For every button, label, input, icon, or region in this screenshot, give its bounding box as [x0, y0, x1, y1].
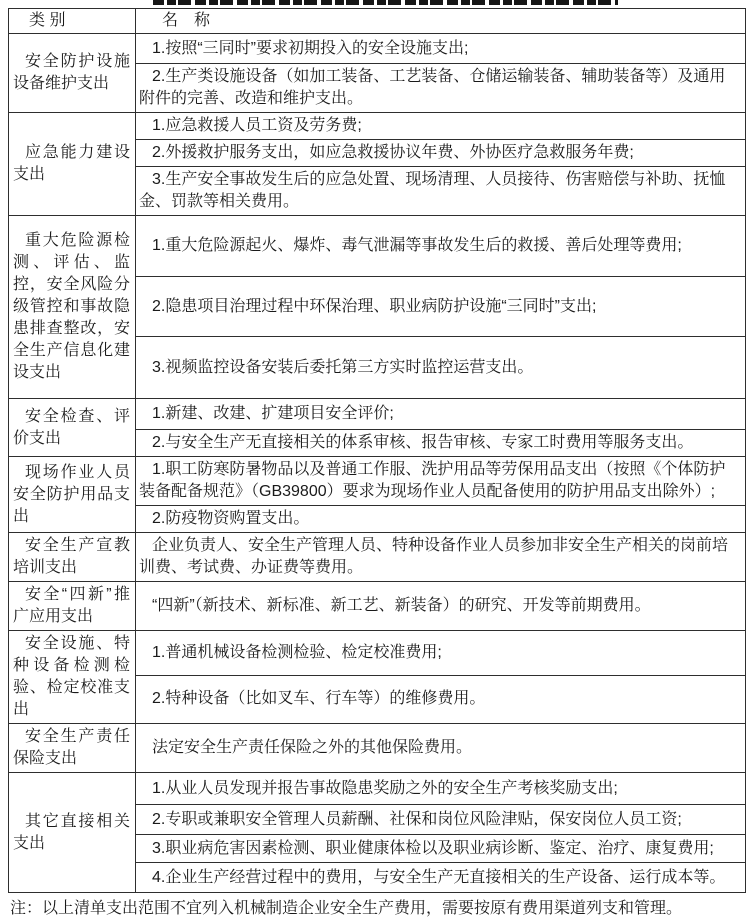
- item-cell: 1.普通机械设备检测检验、检定校准费用;: [136, 631, 746, 676]
- item-cell: 1.重大危险源起火、爆炸、毒气泄漏等事故发生后的救援、善后处理等费用;: [136, 216, 746, 277]
- table-row: [9, 631, 746, 676]
- category-cell: 应急能力建设支出: [9, 113, 136, 216]
- table-header-row: [9, 9, 746, 34]
- category-cell: 安全防护设施设备维护支出: [9, 34, 136, 113]
- item-cell: 3.视频监控设备安装后委托第三方实时监控运营支出。: [136, 337, 746, 399]
- item-cell: 2.防疫物资购置支出。: [136, 506, 746, 533]
- table-row: [9, 113, 746, 140]
- item-cell: 1.应急救援人员工资及劳务费;: [136, 113, 746, 140]
- item-cell: 2.与安全生产无直接相关的体系审核、报告审核、专家工时费用等服务支出。: [136, 430, 746, 457]
- table-row: [9, 582, 746, 631]
- table-row: [9, 34, 746, 64]
- footnote: 注：以上清单支出范围不宜列入机械制造企业安全生产费用，需要按原有费用渠道列支和管理。: [10, 900, 683, 917]
- category-cell: 安全“四新”推广应用支出: [9, 582, 136, 631]
- clipped-title-fragment: [153, 0, 618, 5]
- category-cell: 安全生产责任保险支出: [9, 724, 136, 773]
- category-cell: 安全生产宣教培训支出: [9, 533, 136, 582]
- table-row: [9, 399, 746, 430]
- item-cell: 2.隐患项目治理过程中环保治理、职业病防护设施“三同时”支出;: [136, 277, 746, 337]
- category-cell: 安全检查、评价支出: [9, 399, 136, 457]
- table-row: [9, 724, 746, 773]
- column-header-name: 名 称: [136, 9, 746, 34]
- item-cell: 1.新建、改建、扩建项目安全评价;: [136, 399, 746, 430]
- item-cell: 1.从业人员发现并报告事故隐患奖励之外的安全生产考核奖励支出;: [136, 773, 746, 805]
- item-cell: 2.专职或兼职安全管理人员薪酬、社保和岗位风险津贴，保安岗位人员工资;: [136, 805, 746, 835]
- expense-table: [8, 8, 746, 893]
- table-row: [9, 533, 746, 582]
- item-cell: 2.外援救护服务支出，如应急救援协议年费、外协医疗急救服务年费;: [136, 140, 746, 167]
- table-row: [9, 457, 746, 506]
- item-cell: 法定安全生产责任保险之外的其他保险费用。: [136, 724, 746, 773]
- table-row: [9, 773, 746, 805]
- item-cell: 3.职业病危害因素检测、职业健康体检以及职业病诊断、鉴定、治疗、康复费用;: [136, 835, 746, 863]
- category-cell: 现场作业人员安全防护用品支出: [9, 457, 136, 533]
- column-header-category: 类 别: [9, 9, 136, 34]
- category-cell: 安全设施、特种设备检测检验、检定校准支出: [9, 631, 136, 724]
- item-cell: 4.企业生产经营过程中的费用，与安全生产无直接相关的生产设备、运行成本等。: [136, 863, 746, 893]
- item-cell: 2.生产类设施设备（如加工装备、工艺装备、仓储运输装备、辅助装备等）及通用附件的完善、改造和维护支出。: [136, 64, 746, 113]
- table-row: [9, 216, 746, 277]
- item-cell: 3.生产安全事故发生后的应急处置、现场清理、人员接待、伤害赔偿与补助、抚恤金、罚款等相关费用。: [136, 167, 746, 216]
- item-cell: “四新”（新技术、新标准、新工艺、新装备）的研究、开发等前期费用。: [136, 582, 746, 631]
- category-cell: 其它直接相关支出: [9, 773, 136, 893]
- item-cell: 1.按照“三同时”要求初期投入的安全设施支出;: [136, 34, 746, 64]
- item-cell: 1.职工防寒防暑物品以及普通工作服、洗护用品等劳保用品支出（按照《个体防护装备配备规范》（GB39800）要求为现场作业人员配备使用的防护用品支出除外）;: [136, 457, 746, 506]
- item-cell: 企业负责人、安全生产管理人员、特种设备作业人员参加非安全生产相关的岗前培训费、考试费、办证费等费用。: [136, 533, 746, 582]
- item-cell: 2.特种设备（比如叉车、行车等）的维修费用。: [136, 675, 746, 723]
- category-cell: 重大危险源检测、评估、监控，安全风险分级管控和事故隐患排查整改，安全生产信息化建设支出: [9, 216, 136, 399]
